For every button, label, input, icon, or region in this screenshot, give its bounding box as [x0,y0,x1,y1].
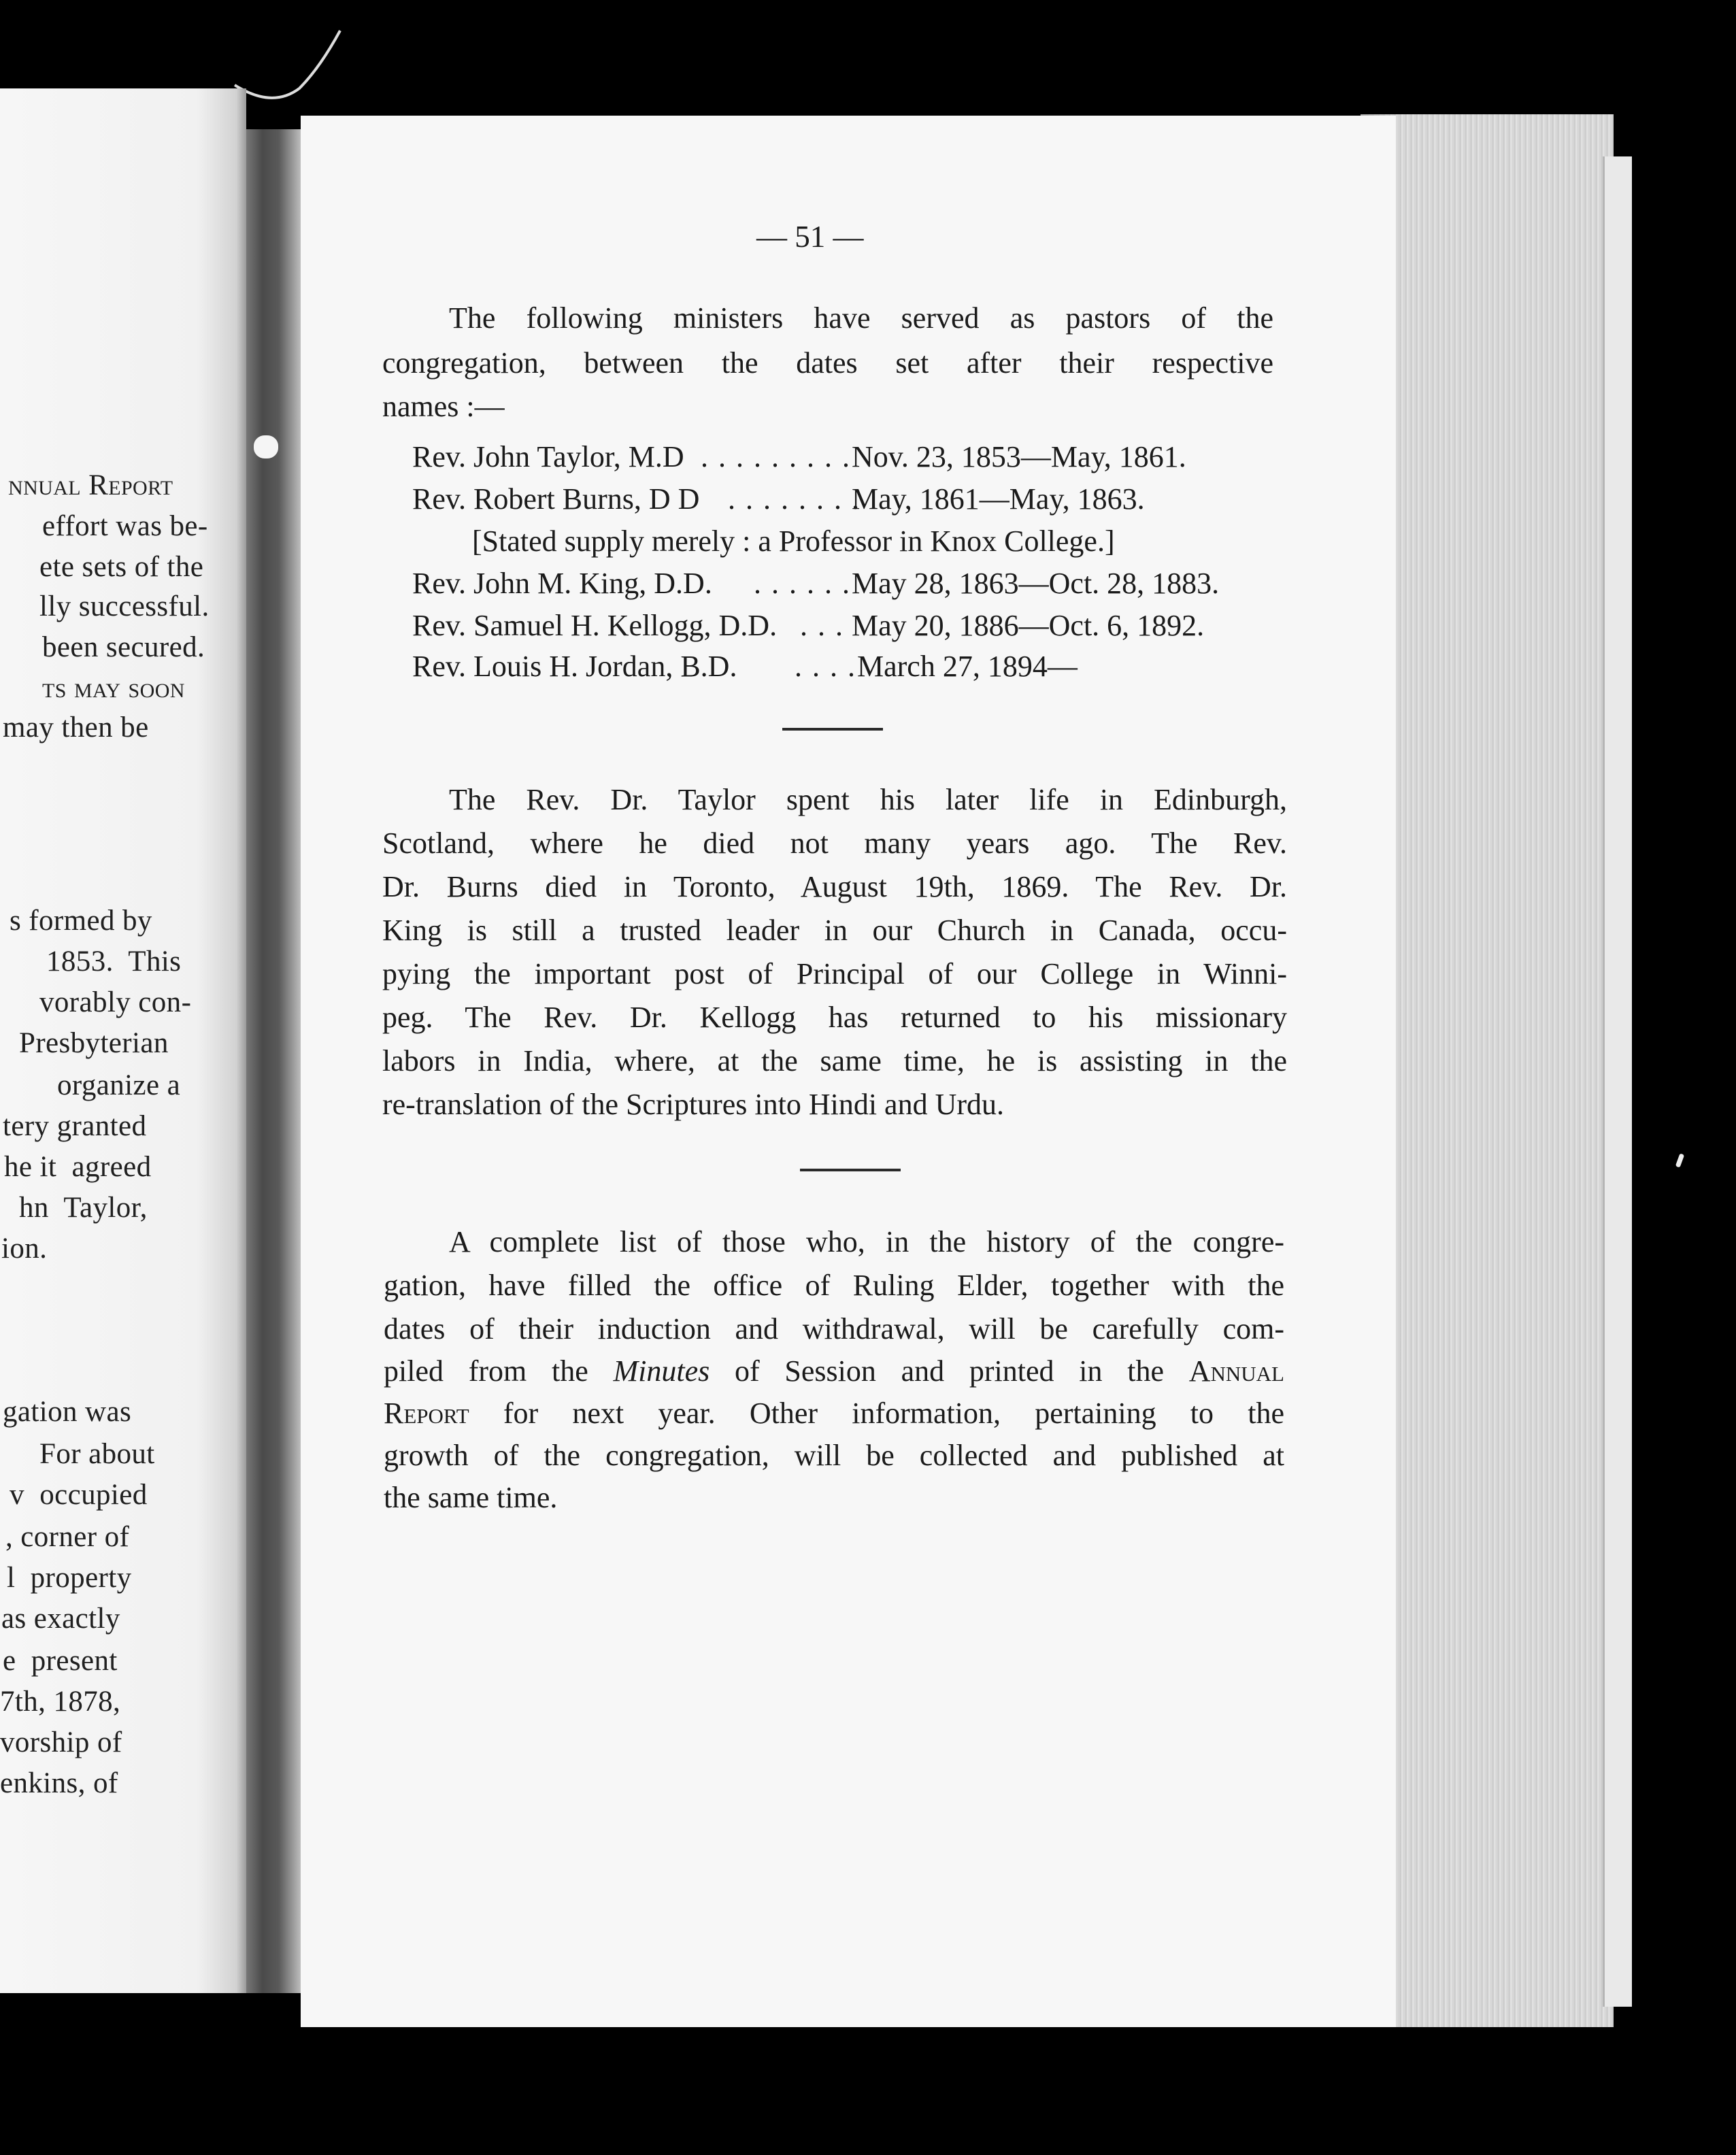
pastor-leader: . . . . . . [754,567,851,600]
intro-line: names :— [382,390,505,423]
left-line: v occupied [10,1479,148,1511]
left-line: e present [3,1645,118,1677]
paragraph-line: gation, have filled the office of Ruling Elder, together with the [384,1269,1284,1302]
paragraph-line: Dr. Burns died in Toronto, August 19th, 1869. The Rev. Dr. [382,870,1287,903]
intro-line: congregation, between the dates set after their respective [382,346,1273,380]
left-line: vorably con- [39,986,192,1018]
section-divider [782,728,883,731]
paragraph-line: King is still a trusted leader in our Church in Canada, occu- [382,914,1287,947]
left-line: as exactly [1,1603,120,1635]
left-page [0,88,246,1993]
left-line: lly successful. [39,590,210,622]
pastor-dates: May 28, 1863—Oct. 28, 1883. [852,567,1220,600]
left-line: nnual Report [8,469,173,501]
left-line: hn Taylor, [19,1192,148,1224]
report-smallcaps: Report [384,1397,469,1430]
paragraph-line: dates of their induction and withdrawal, will be carefully com- [384,1312,1284,1346]
paragraph-line: peg. The Rev. Dr. Kellogg has returned to his missionary [382,1001,1287,1034]
left-line: ion. [1,1233,48,1265]
left-line: been secured. [42,631,205,663]
speck [1675,1153,1684,1167]
paragraph-line [384,1399,1284,1429]
pastor-dates: March 27, 1894— [857,650,1078,683]
pastor-name: Rev. Samuel H. Kellogg, D.D. [412,609,778,642]
page-number: — 51 — [756,220,864,254]
left-line: l property [7,1562,132,1594]
left-line: ts may soon [42,672,185,704]
text-run: of Session and printed in the [710,1354,1189,1388]
pastor-name: Rev. John M. King, D.D. [412,567,712,600]
book-edge [1603,156,1632,2007]
left-line: For about [39,1438,155,1470]
left-line: may then be [3,712,149,744]
paragraph-line: labors in India, where, at the same time, he is assisting in the [382,1044,1287,1078]
left-line: 1853. This [46,946,182,978]
left-line: enkins, of [0,1767,118,1799]
paragraph-line: the same time. [384,1481,558,1514]
minutes-italic: Minutes [613,1354,710,1388]
left-line: vorship of [0,1726,122,1758]
paragraph-line: The Rev. Dr. Taylor spent his later life in Edinburgh, [449,783,1287,816]
intro-line: The following ministers have served as pastors of the [449,301,1273,335]
paragraph-line: growth of the congregation, will be collected and published at [384,1439,1284,1472]
pastor-name: Rev. Louis H. Jordan, B.D. [412,650,737,683]
left-line: gation was [3,1396,132,1428]
left-line: s formed by [10,905,152,937]
smudge [254,435,278,458]
pastor-leader: . . . . [795,650,856,683]
text-run: for next year. Other information, pertaining to the [469,1397,1284,1430]
left-line: 7th, 1878, [0,1686,121,1718]
pastor-dates: Nov. 23, 1853—May, 1861. [852,440,1186,473]
pastor-dates: May 20, 1886—Oct. 6, 1892. [852,609,1205,642]
paragraph-line: re-translation of the Scriptures into Hindi and Urdu. [382,1088,1005,1121]
paragraph-line: A complete list of those who, in the history of the congre- [449,1225,1284,1258]
left-line: he it agreed [4,1151,152,1183]
left-line: Presbyterian [19,1027,169,1059]
left-line: ete sets of the [39,551,204,583]
paragraph-line: Scotland, where he died not many years ago. The Rev. [382,826,1287,860]
left-line: effort was be- [42,510,208,542]
burns-note: [Stated supply merely : a Professor in Knox College.] [472,524,1115,558]
pastor-leader: . . . . . . . . [728,482,861,516]
book-gutter [246,129,301,1993]
section-divider [800,1169,901,1171]
annual-smallcaps: Annual [1188,1354,1284,1388]
text-run: piled from the [384,1354,614,1388]
left-line: , corner of [5,1521,130,1553]
paragraph-line: pying the important post of Principal of our College in Winni- [382,957,1287,990]
paragraph-line [384,1356,1284,1386]
pastor-dates: May, 1861—May, 1863. [852,482,1145,516]
pastor-leader: . . . . . . . . . [701,440,851,473]
pastor-name: Rev. John Taylor, M.D [412,440,684,473]
left-line: organize a [57,1069,181,1101]
pastor-leader: . . . [800,609,844,642]
left-line: tery granted [3,1110,147,1142]
pastor-name: Rev. Robert Burns, D D [412,482,700,516]
